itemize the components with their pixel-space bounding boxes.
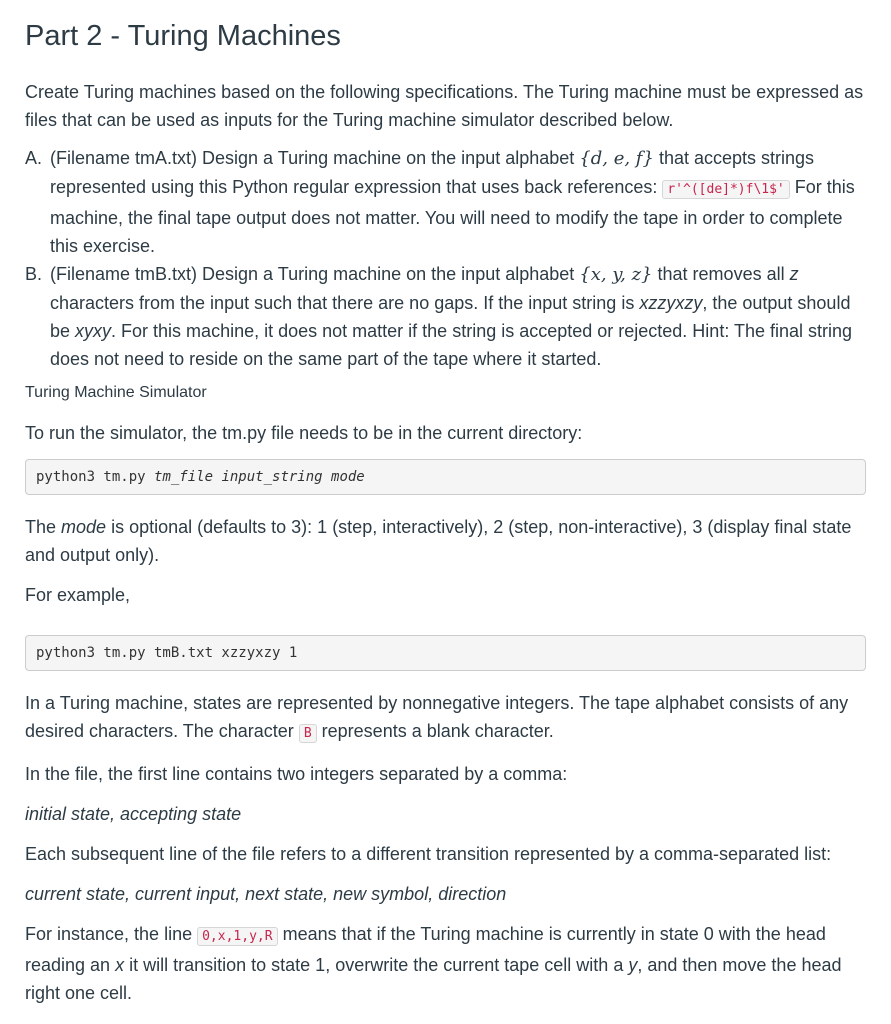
instance-paragraph (25, 920, 866, 1007)
list-marker-b: B. (25, 264, 43, 284)
first-line-format-text: initial state, accepting state (25, 804, 242, 824)
item-a-text2: that accepts strings represented using this Python regular expression that uses back references: (50, 148, 815, 197)
item-b-output-example: xyxy (75, 321, 112, 341)
states-paragraph (25, 689, 866, 748)
instance-mid2: it will transition to state 1, overwrite the current tape cell with a (129, 955, 624, 975)
usage-code-block (25, 459, 866, 495)
list-marker-a: A. (25, 148, 43, 168)
mode-word: mode (61, 517, 107, 537)
instance-post: , and then move the head right one cell. (25, 955, 842, 1003)
instance-pre: For instance, the line (25, 924, 193, 944)
list-item-b (25, 260, 866, 373)
item-b-text2b: characters from the input such that there are no gaps. If the input string is (50, 293, 635, 313)
item-b-input-example: xzzyxzy (639, 293, 703, 313)
mode-paragraph (25, 513, 866, 569)
instance-code: 0,x,1,y,R (197, 927, 277, 946)
item-b-z-char: z (789, 264, 799, 284)
item-a-alphabet: {d, e, f} (579, 148, 654, 169)
mode-pre: The (25, 517, 62, 537)
item-b-text3: . For this machine, it does not matter if the string is accepted or rejected. Hint: The final string does not need to reside on the same part of the tape where it started. (50, 321, 853, 369)
transition-format-text: current state, current input, next state, new symbol, direction (25, 884, 507, 904)
item-a-text1: (Filename tmA.txt) Design a Turing machine on the input alphabet (50, 148, 575, 168)
instance-x: x (115, 955, 125, 975)
page-title: Part 2 - Turing Machines (25, 20, 341, 52)
usage-cmd-prefix: python3 tm.py (36, 469, 155, 485)
first-line-format (25, 800, 866, 828)
first-line-paragraph: In the file, the first line contains two integers separated by a comma: (25, 764, 568, 784)
item-b-alphabet: {x, y, z} (579, 264, 653, 285)
list-item-a (25, 144, 866, 260)
example-code-block: python3 tm.py tmB.txt xzzyxzy 1 (25, 635, 866, 671)
instance-y: y (628, 955, 638, 975)
example-label: For example, (25, 585, 131, 605)
item-a-text3: For this machine, the final tape output does not matter. You will need to modify the tape in order to complete this exercise. (50, 177, 855, 256)
subsequent-paragraph: Each subsequent line of the file refers to a different transition represented by a comma-separated list: (25, 844, 832, 864)
run-paragraph: To run the simulator, the tm.py file needs to be in the current directory: (25, 423, 583, 443)
mode-post: is optional (defaults to 3): 1 (step, interactively), 2 (step, non-interactive), 3 (display final state and output only). (25, 517, 852, 565)
simulator-heading: Turing Machine Simulator (25, 384, 207, 401)
task-list (25, 144, 866, 373)
blank-char-code: B (299, 724, 317, 743)
instance-mid1: means that if the Turing machine is currently in state 0 with the head reading an (25, 924, 826, 975)
usage-cmd-args: tm_file input_string mode (154, 469, 365, 485)
transition-format (25, 880, 866, 908)
item-a-regex-code: r'^([de]*)f\1$' (662, 180, 789, 199)
states-pre: In a Turing machine, states are represented by nonnegative integers. The tape alphabet consists of any desired characters. The character (25, 693, 849, 741)
item-b-text2c: , the output should be (50, 293, 851, 341)
intro-paragraph: Create Turing machines based on the following specifications. The Turing machine must be expressed as files that can be used as inputs for the Turing machine simulator described below. (25, 82, 864, 130)
item-b-text1: (Filename tmB.txt) Design a Turing machine on the input alphabet (50, 264, 575, 284)
states-post: represents a blank character. (321, 721, 554, 741)
item-b-text2a: that removes all (657, 264, 785, 284)
